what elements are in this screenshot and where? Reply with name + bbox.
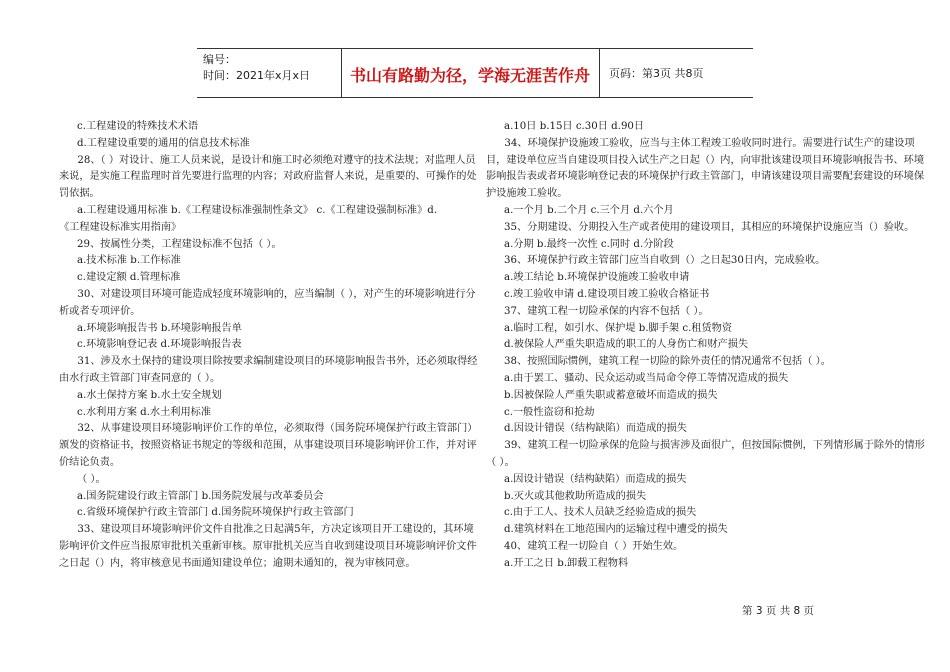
option-line: b.灭火或其他救助所造成的损失 bbox=[504, 490, 647, 502]
option-line: c.工程建设的特殊技术术语 bbox=[77, 121, 199, 132]
option-line: a.竣工结论 b.环境保护设施竣工验收申请 bbox=[504, 272, 690, 284]
document-number-label: 编号： bbox=[203, 53, 236, 66]
option-line: d.建筑材料在工地范围内的运输过程中遭受的损失 bbox=[504, 524, 728, 536]
option-line: a.因设计错误（结构缺陷）而造成的损失 bbox=[504, 473, 687, 485]
option-line: a.水土保持方案 b.水土安全规划 bbox=[77, 389, 222, 401]
option-line: 29、按属性分类，工程建设标准不包括（ ）。 bbox=[77, 238, 282, 250]
option-line: a.一个月 b.二个月 c.三个月 d.六个月 bbox=[504, 204, 674, 216]
header-meta bbox=[203, 52, 310, 84]
question-text: 28、（ ）对设计、施工人员来说，是设计和施工时必须绝对遵守的技术法规；对监理人员来说，是实施工程监理时首先要进行监理的内容；对政府监督人来说，是重要的、可操作的处罚依据。 bbox=[59, 154, 477, 200]
option-line: 36、环境保护行政主管部门应当自收到（）之日起30日内，完成验收。 bbox=[504, 255, 826, 267]
left-column bbox=[59, 119, 479, 573]
option-line: 38、按照国际惯例，建筑工程一切险的除外责任的情况通常不包括（ ）。 bbox=[504, 356, 831, 368]
option-line: c.水利用方案 d.水土利用标准 bbox=[77, 406, 212, 418]
question-text: 31、涉及水土保持的建设项目除按要求编制建设项目的环境影响报告书外，还必须取得经由水行政主管部门审查同意的（ ）。 bbox=[59, 356, 478, 384]
option-line: 35、分期建设、分期投入生产或者使用的建设项目，其相应的环境保护设施应当（）验收。 bbox=[504, 221, 915, 233]
option-line: 《工程建设标准实用指南》 bbox=[59, 221, 182, 233]
option-line: a.技术标准 b.工作标准 bbox=[77, 255, 181, 267]
option-line: a.环境影响报告书 b.环境影响报告单 bbox=[77, 322, 242, 334]
option-line: c.省级环境保护行政主管部门 d.国务院环境保护行政主管部门 bbox=[77, 507, 354, 519]
option-line: c.一般性盗窃和抢劫 bbox=[504, 406, 595, 418]
header-divider bbox=[341, 49, 342, 97]
question-text: 33、建设项目环境影响评价文件自批准之日起满5年，方决定该项目开工建设的，其环境影响评价文件应当报原审批机关重新审核。原审批机关应当自收到建设项目环境影响评价文件之日起（）内，将审核意见书面通知建设单位；逾期未通知的，视为审核同意。 bbox=[59, 524, 477, 569]
option-line: d.因设计错误（结构缺陷）而造成的损失 bbox=[504, 423, 687, 435]
option-line: 37、建筑工程一切险承保的内容不包括（ ）。 bbox=[504, 305, 709, 317]
option-line: d.工程建设重要的通用的信息技术标准 bbox=[77, 137, 250, 149]
option-line: a.10日 b.15日 c.30日 d.90日 bbox=[504, 121, 645, 132]
question-text: 32、从事建设项目环境影响评价工作的单位，必须取得（国务院环境保护行政主管部门）颁发的资格证书，按照资格证书规定的等级和范围，从事建设项目环境影响评价工作，并对评价结论负责。 bbox=[59, 423, 478, 468]
option-line: （ ）。 bbox=[77, 473, 106, 485]
option-line: a.工程建设通用标准 b.《工程建设标准强制性条文》 c.《工程建设强制标准》d. bbox=[77, 204, 438, 216]
option-line: a.由于罢工、骚动、民众运动或当局命令停工等情况造成的损失 bbox=[504, 372, 789, 384]
right-column bbox=[486, 119, 926, 573]
option-line: c.建设定额 d.管理标准 bbox=[77, 272, 181, 284]
option-line: b.因被保险人严重失职或蓄意破坏而造成的损失 bbox=[504, 389, 718, 401]
option-line: c.竣工验收申请 d.建设项目竣工验收合格证书 bbox=[504, 288, 710, 300]
option-line: d.被保险人严重失职造成的职工的人身伤亡和财产损失 bbox=[504, 339, 749, 351]
header-divider bbox=[599, 49, 600, 97]
page-footer: 第 3 页 共 8 页 bbox=[742, 605, 815, 617]
question-text: 39、建筑工程一切险承保的危险与损害涉及面很广，但按国际惯例，下列情形属于除外的情形（ ）。 bbox=[486, 440, 925, 468]
option-line: c.由于工人、技术人员缺乏经验造成的损失 bbox=[504, 507, 697, 519]
option-line: a.分期 b.最终一次性 c.同时 d.分阶段 bbox=[504, 238, 674, 250]
option-line: c.环境影响登记表 d.环境影响报告表 bbox=[77, 339, 242, 351]
option-line: 40、建筑工程一切险自（ ）开始生效。 bbox=[504, 540, 684, 552]
option-line: a.开工之日 b.卸载工程物料 bbox=[504, 557, 629, 569]
option-line: a.国务院建设行政主管部门 b.国务院发展与改革委员会 bbox=[77, 490, 324, 502]
question-text: 30、对建设项目环境可能造成轻度环境影响的，应当编制（ ），对产生的环境影响进行分析或者专项评价。 bbox=[59, 288, 476, 317]
option-line: a.临时工程，如引水、保护堤 b.脚手架 c.租赁物资 bbox=[504, 322, 733, 334]
question-text: 34、环境保护设施竣工验收，应当与主体工程竣工验收同时进行。需要进行试生产的建设项目，建设单位应当自建设项目投入试生产之日起（）内，向审批该建设项目环境影响报告书、环境影响报告表或者环境影响登记表的环境保护行政主管部门，申请该建设项目需要配套建设的环境保护设施竣工验收。 bbox=[486, 137, 925, 200]
header-motto: 书山有路勤为径，学海无涯苦作舟 bbox=[349, 66, 590, 85]
header-page-number: 页码：第3页 共8页 bbox=[609, 67, 704, 80]
page-header bbox=[197, 48, 753, 98]
document-time-label: 时间：2021年x月x日 bbox=[203, 69, 311, 82]
